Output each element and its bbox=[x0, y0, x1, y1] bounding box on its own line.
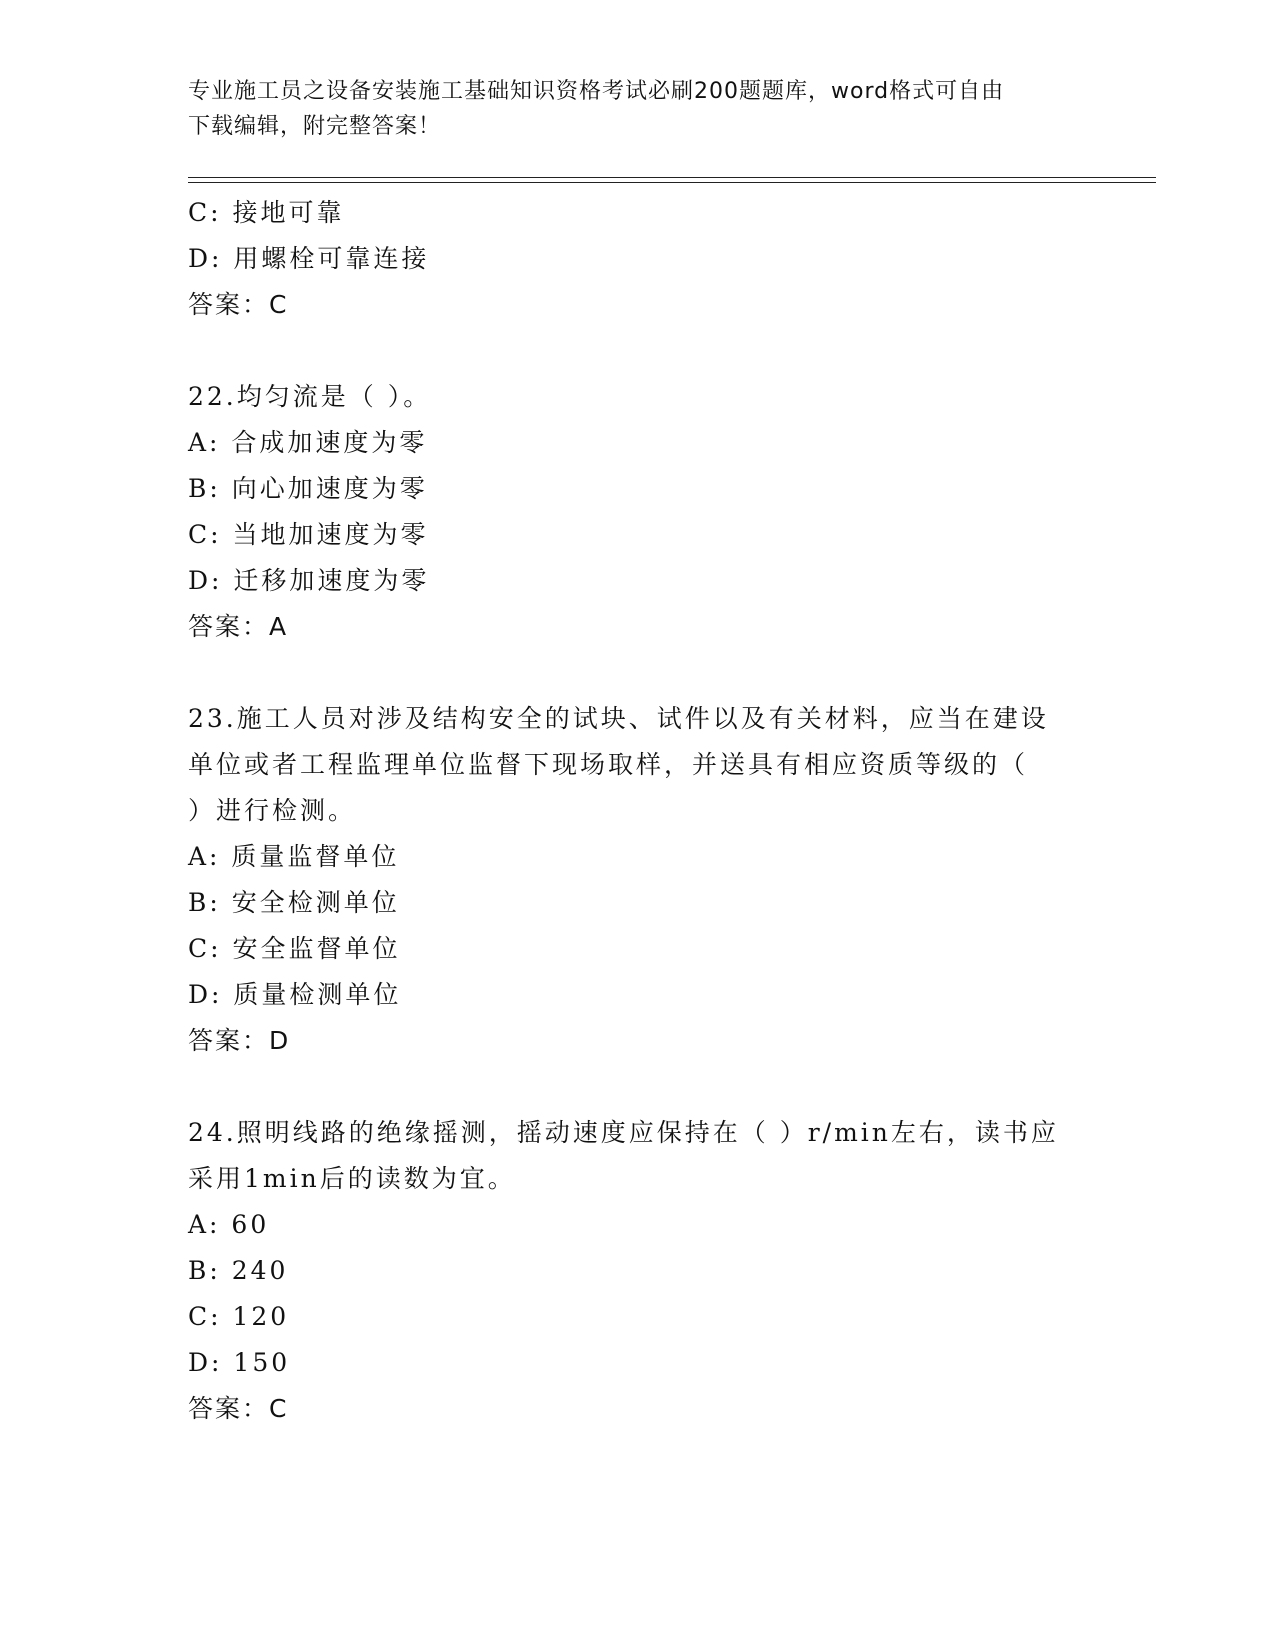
option-c: C: 120 bbox=[188, 1302, 290, 1331]
option-d: D: 用螺栓可靠连接 bbox=[188, 244, 430, 273]
answer-line: 答案：A bbox=[188, 612, 289, 641]
question-stem-line-1: 24.照明线路的绝缘摇测，摇动速度应保持在（ ）r/min左右，读书应 bbox=[188, 1118, 1059, 1147]
header-divider-bottom bbox=[188, 182, 1156, 183]
option-a: A: 60 bbox=[188, 1210, 270, 1239]
option-a: A: 合成加速度为零 bbox=[188, 428, 428, 457]
question-stem-line-2: 单位或者工程监理单位监督下现场取样，并送具有相应资质等级的（ bbox=[188, 750, 1029, 779]
question-stem: 22.均匀流是（ ）。 bbox=[188, 382, 432, 411]
option-d: D: 150 bbox=[188, 1348, 291, 1377]
option-b: B: 向心加速度为零 bbox=[188, 474, 428, 503]
header-divider-top bbox=[188, 177, 1156, 178]
question-list bbox=[188, 190, 1088, 1432]
header-title-line-1: 专业施工员之设备安装施工基础知识资格考试必刷200题题库，word格式可自由 bbox=[188, 79, 1005, 104]
option-d: D: 质量检测单位 bbox=[188, 980, 402, 1009]
question-24 bbox=[188, 1110, 1088, 1432]
answer-line: 答案：C bbox=[188, 290, 289, 319]
spacer bbox=[188, 1064, 1088, 1110]
option-b: B: 240 bbox=[188, 1256, 289, 1285]
question-21-continued bbox=[188, 190, 1088, 328]
question-stem-line-2: 采用1min后的读数为宜。 bbox=[188, 1164, 516, 1193]
option-a: A: 质量监督单位 bbox=[188, 842, 400, 871]
question-22 bbox=[188, 374, 1088, 650]
header-title-line-2: 下载编辑，附完整答案！ bbox=[188, 114, 442, 139]
option-c: C: 当地加速度为零 bbox=[188, 520, 429, 549]
question-stem-line-3: ）进行检测。 bbox=[188, 796, 357, 825]
spacer bbox=[188, 328, 1088, 374]
option-d: D: 迁移加速度为零 bbox=[188, 566, 430, 595]
option-c: C: 接地可靠 bbox=[188, 198, 345, 227]
question-23 bbox=[188, 696, 1088, 1064]
document-header bbox=[188, 74, 1068, 144]
option-c: C: 安全监督单位 bbox=[188, 934, 401, 963]
spacer bbox=[188, 650, 1088, 696]
question-stem-line-1: 23.施工人员对涉及结构安全的试块、试件以及有关材料，应当在建设 bbox=[188, 704, 1049, 733]
option-b: B: 安全检测单位 bbox=[188, 888, 400, 917]
answer-line: 答案：D bbox=[188, 1026, 291, 1055]
answer-line: 答案：C bbox=[188, 1394, 289, 1423]
